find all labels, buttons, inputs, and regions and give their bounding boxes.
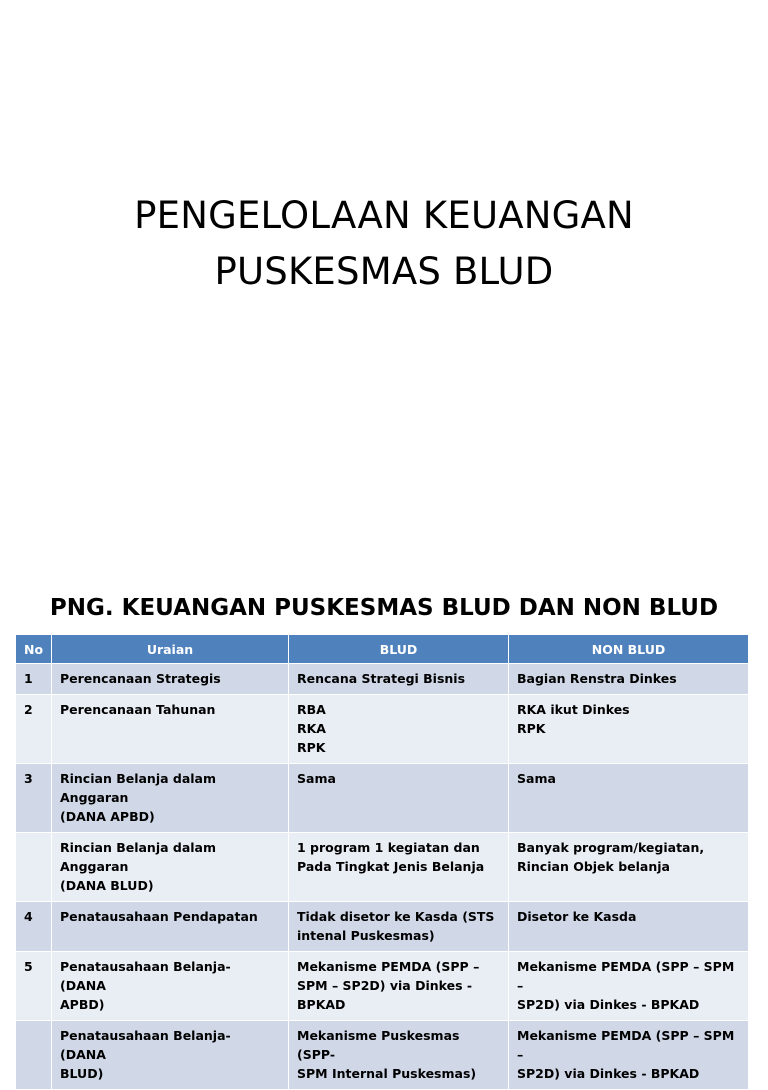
cell-no [16,833,52,902]
cell-no: 1 [16,664,52,695]
cell-no: 3 [16,764,52,833]
cell-blud: Sama [289,764,509,833]
table-row [16,1021,749,1090]
cell-no: 5 [16,952,52,1021]
cell-no: 2 [16,695,52,764]
table-row [16,833,749,902]
cell-uraian: Penatausahaan Belanja- (DANA BLUD) [52,1021,289,1090]
cell-non-blud: Banyak program/kegiatan, Rincian Objek belanja [509,833,749,902]
slide-heading: PNG. KEUANGAN PUSKESMAS BLUD DAN NON BLUD [49,595,719,621]
cell-non-blud: Mekanisme PEMDA (SPP – SPM – SP2D) via Dinkes - BPKAD [509,952,749,1021]
header-no: No [16,635,52,664]
header-uraian: Uraian [52,635,289,664]
slide-title-line-2: PUSKESMAS BLUD [214,250,554,293]
comparison-table [15,634,749,1090]
table-row [16,764,749,833]
header-blud: BLUD [289,635,509,664]
header-non-blud: NON BLUD [509,635,749,664]
cell-uraian: Perencanaan Strategis [52,664,289,695]
cell-non-blud: Sama [509,764,749,833]
cell-no [16,1021,52,1090]
table-row [16,952,749,1021]
table-row [16,695,749,764]
cell-uraian: Perencanaan Tahunan [52,695,289,764]
cell-uraian: Rincian Belanja dalam Anggaran (DANA BLUD) [52,833,289,902]
cell-blud: Mekanisme Puskesmas (SPP- SPM Internal Puskesmas) [289,1021,509,1090]
cell-blud: Mekanisme PEMDA (SPP – SPM – SP2D) via Dinkes - BPKAD [289,952,509,1021]
cell-blud: RBA RKA RPK [289,695,509,764]
cell-no: 4 [16,902,52,952]
table-row [16,664,749,695]
cell-non-blud: RKA ikut Dinkes RPK [509,695,749,764]
cell-uraian: Penatausahaan Belanja- (DANA APBD) [52,952,289,1021]
table-header-row [16,635,749,664]
cell-blud: Rencana Strategi Bisnis [289,664,509,695]
comparison-slide [0,576,768,1081]
cell-non-blud: Bagian Renstra Dinkes [509,664,749,695]
cell-uraian: Penatausahaan Pendapatan [52,902,289,952]
slide-title-line-1: PENGELOLAAN KEUANGAN [134,194,634,237]
cell-blud: Tidak disetor ke Kasda (STS intenal Puskesmas) [289,902,509,952]
slide-title [0,188,768,300]
table-row [16,902,749,952]
cell-blud: 1 program 1 kegiatan dan Pada Tingkat Jenis Belanja [289,833,509,902]
cell-non-blud: Disetor ke Kasda [509,902,749,952]
cell-uraian: Rincian Belanja dalam Anggaran (DANA APBD) [52,764,289,833]
cell-non-blud: Mekanisme PEMDA (SPP – SPM – SP2D) via Dinkes - BPKAD [509,1021,749,1090]
